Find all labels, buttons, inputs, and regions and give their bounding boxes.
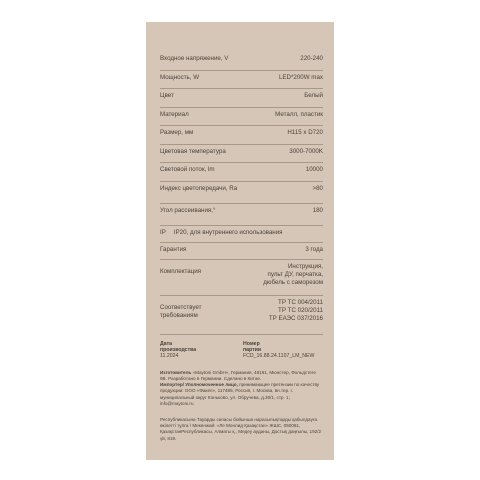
spec-value: 3000-7000K bbox=[289, 147, 323, 155]
spec-value bbox=[207, 299, 323, 323]
spec-label-line: требованиям bbox=[160, 311, 198, 319]
spec-label: Размер, мм bbox=[160, 129, 194, 136]
manufacturer-title: Изготовитель bbox=[160, 369, 192, 375]
spec-value: H115 x D720 bbox=[287, 129, 323, 136]
spec-label: Световой поток, lm bbox=[160, 166, 215, 173]
spec-row-color-temperature bbox=[160, 145, 323, 164]
spec-row-cri bbox=[160, 182, 323, 204]
spec-value-line: ТР ЕАЭС 037/2016 bbox=[268, 314, 323, 322]
spec-row-package-contents bbox=[160, 260, 323, 296]
spec-value: Белый bbox=[304, 92, 323, 99]
spec-value-line: пульт ДУ, перчатка, bbox=[267, 270, 323, 278]
manufacturer-info bbox=[160, 370, 323, 407]
spec-label: Материал bbox=[160, 110, 189, 118]
kazakhstan-representative: Республикасына Тауарды сапасы бойынша наразылықтарды қабылдауға өкілетті тұлға \ Мекенжай: «Ле Монлид Қазақстан» ЖШС, 050061, ҚазақстанРеспубликасы, Алматы қ., Медеу ауданы, Достық даңғылы, 192/2 үй, 819. bbox=[160, 416, 322, 441]
spec-label: Цветовая температура bbox=[160, 147, 226, 155]
spec-row-power bbox=[160, 71, 323, 90]
spec-value bbox=[207, 263, 323, 287]
spec-row-voltage bbox=[160, 52, 323, 71]
importer-paragraph bbox=[160, 382, 323, 407]
spec-value-line: ТР ТС 004/2011 bbox=[278, 298, 323, 306]
spec-value: 220-240 bbox=[300, 55, 323, 62]
spec-label: Цвет bbox=[160, 92, 174, 99]
spec-row-material bbox=[160, 108, 323, 127]
spec-label: Угол рассеивания,° bbox=[160, 206, 216, 214]
spec-value: 3 года bbox=[305, 245, 323, 253]
spec-label: Входное напряжение, V bbox=[160, 55, 229, 62]
importer-title: Импортер/ Уполномоченное лицо, bbox=[160, 382, 238, 388]
spec-row-beam-angle bbox=[160, 204, 323, 226]
production-date bbox=[160, 341, 240, 360]
spec-value: IP20, для внутреннего использования bbox=[173, 228, 283, 236]
spec-label: Индекс цветопередачи, Ra bbox=[160, 184, 238, 192]
manufacturer-text: «Maytoni GmbH», Германия, 48161, Мюнстер, Фольдстеге 9В. Разработано в Германии. Сделано в Китае. bbox=[160, 369, 316, 381]
spec-row-compliance bbox=[160, 296, 323, 335]
spec-value: 180 bbox=[312, 206, 323, 214]
batch-number-value: FCD_16.88.24.1107_LM_NEW bbox=[243, 353, 315, 360]
spec-label-line: Соответствует bbox=[160, 303, 202, 311]
manufacturer-paragraph bbox=[160, 370, 323, 382]
spec-value: LED*200W max bbox=[278, 73, 323, 81]
spec-value: >80 bbox=[312, 184, 323, 192]
spec-row-color bbox=[160, 89, 323, 108]
product-label-card bbox=[146, 22, 334, 460]
batch-number bbox=[243, 341, 323, 360]
spec-row-warranty bbox=[160, 243, 323, 260]
spec-label: IP bbox=[160, 228, 166, 236]
spec-row-ip bbox=[160, 226, 323, 243]
production-date-title: Дата bbox=[160, 340, 173, 347]
production-date-value: 11.2024 bbox=[160, 353, 179, 360]
spec-label bbox=[160, 299, 201, 320]
spec-row-size bbox=[160, 126, 323, 145]
spec-label: Комплектация bbox=[160, 267, 202, 275]
spec-value-line: дюбель с саморезом bbox=[263, 278, 323, 286]
spec-value-line: Инструкция, bbox=[287, 262, 323, 270]
batch-number-title: партии bbox=[243, 346, 262, 353]
spec-row-luminous-flux bbox=[160, 163, 323, 182]
production-date-title: производства bbox=[160, 346, 197, 353]
spec-label: Гарантия bbox=[160, 245, 187, 253]
production-meta bbox=[160, 341, 323, 360]
batch-number-title: Номер bbox=[243, 340, 260, 347]
spec-label: Мощность, W bbox=[160, 73, 200, 81]
spec-value: 10000 bbox=[305, 166, 323, 173]
importer-text: принимающее претензии по качеству продукции: ООО «Факел», 117485, Россия, г. Москва, вн.тер. г. муниципальный округ Коньково, ул. Обручева, д.30/1, стр. 1; info@maytoni.ru bbox=[160, 382, 320, 406]
spec-value: Металл, пластик bbox=[275, 110, 323, 118]
spec-value-line: ТР ТС 020/2011 bbox=[278, 306, 323, 314]
